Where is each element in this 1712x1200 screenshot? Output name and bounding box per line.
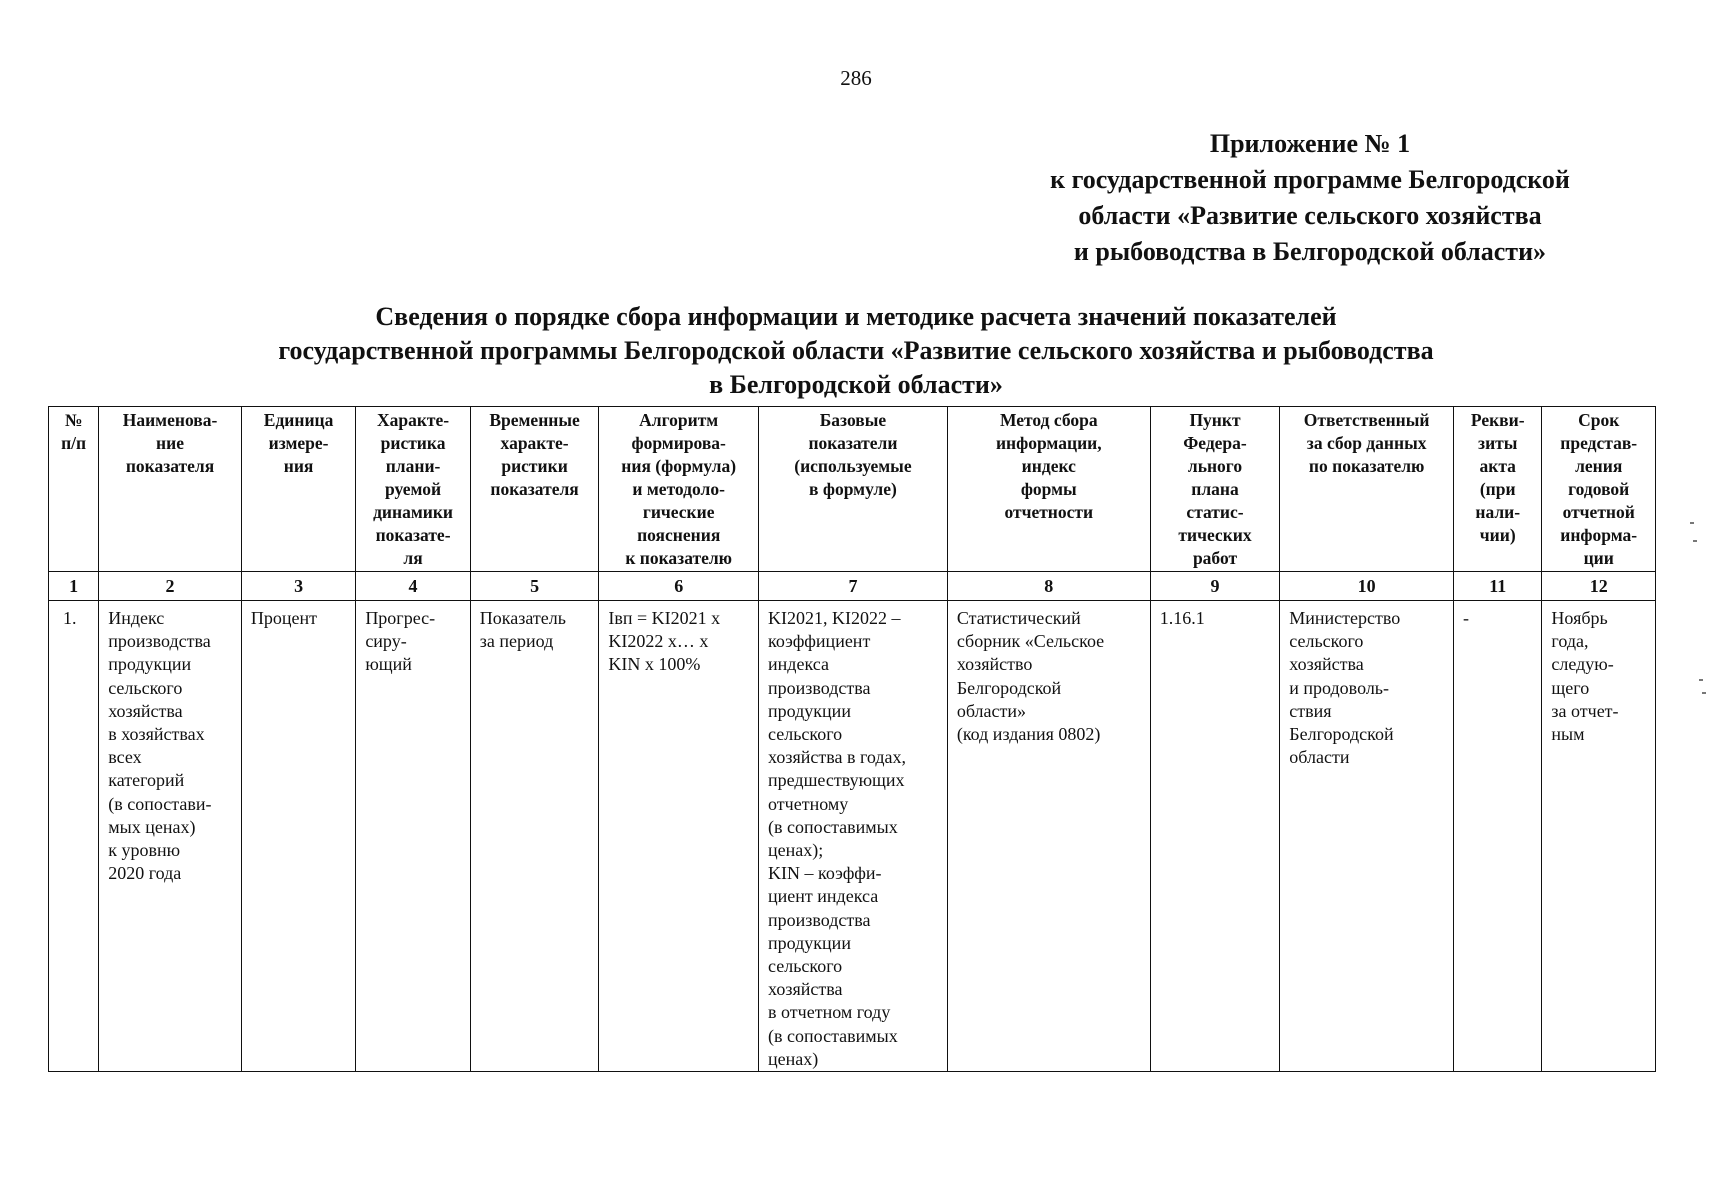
- cell-text-line: сиру-: [365, 631, 407, 652]
- cell-text-line: к уровню: [108, 840, 181, 861]
- cell-text-line: показате-: [375, 525, 451, 545]
- cell-text-line: Характе-: [376, 410, 450, 430]
- table-cell: [99, 601, 242, 1072]
- column-number: 2: [99, 572, 242, 601]
- cell-text-line: циент индекса: [768, 886, 879, 907]
- cell-text-line: ристика: [380, 433, 446, 453]
- cell-text-line: сборник «Сельское: [956, 631, 1105, 652]
- cell-text-line: сельского: [768, 724, 843, 745]
- cell-text-line: Процент: [250, 608, 317, 628]
- cell-text-line: Базовые: [819, 410, 887, 430]
- column-number: 7: [759, 572, 948, 601]
- cell-text-line: гические: [642, 502, 715, 522]
- cell-text-line: производства: [768, 909, 871, 930]
- scan-artifact: [1702, 692, 1706, 694]
- cell-text-line: хозяйство: [956, 654, 1033, 675]
- cell-text-line: Прогрес-: [365, 608, 436, 628]
- column-number: 11: [1454, 572, 1542, 601]
- column-header: [1280, 407, 1454, 572]
- cell-text-line: ценах);: [768, 840, 824, 861]
- cell-text-line: (при: [1479, 479, 1516, 499]
- cell-text-line: производства: [108, 631, 211, 652]
- column-number: 6: [599, 572, 759, 601]
- column-header: [759, 407, 948, 572]
- cell-text-line: коэффициент: [768, 631, 871, 652]
- cell-text-line: ния: [283, 456, 314, 476]
- table-cell: [599, 601, 759, 1072]
- cell-text-line: статис-: [1186, 502, 1244, 522]
- cell-text-line: по показателю: [1308, 456, 1425, 476]
- cell-text-line: производства: [768, 677, 871, 698]
- cell-text-line: и продоволь-: [1289, 677, 1390, 698]
- cell-text-line: (в сопостави-: [108, 793, 212, 814]
- column-header: [1542, 407, 1656, 572]
- column-number: 8: [947, 572, 1150, 601]
- cell-text-line: продукции: [768, 932, 851, 953]
- cell-text-line: динамики: [373, 502, 454, 522]
- table-cell: [49, 601, 99, 1072]
- cell-text-line: предшествующих: [768, 770, 905, 791]
- cell-text-line: Алгоритм: [639, 410, 719, 430]
- column-header: [470, 407, 599, 572]
- cell-text-line: измере-: [268, 433, 329, 453]
- cell-text-line: хозяйства в годах,: [768, 747, 907, 768]
- cell-text-line: мых ценах): [108, 816, 196, 837]
- cell-text-line: руемой: [385, 479, 442, 499]
- cell-text-line: в хозяйствах: [108, 724, 205, 745]
- column-header: [99, 407, 242, 572]
- cell-text-line: (используемые: [794, 456, 912, 476]
- cell-text-line: хозяйства: [108, 700, 183, 721]
- table-cell: [947, 601, 1150, 1072]
- table-cell: [1280, 601, 1454, 1072]
- cell-text-line: следую-: [1551, 654, 1614, 675]
- cell-text-line: Белгородской: [1289, 724, 1394, 745]
- cell-text-line: Iвп = KI2021 x: [608, 608, 721, 628]
- cell-text-line: ля: [403, 548, 423, 568]
- table-cell: [1150, 601, 1280, 1072]
- cell-text-line: KIN – коэффи-: [768, 863, 882, 884]
- cell-text-line: ным: [1551, 724, 1585, 745]
- table-cell: [356, 601, 470, 1072]
- cell-text-line: ления: [1575, 456, 1623, 476]
- cell-text-line: индекса: [768, 654, 829, 675]
- cell-text-line: Срок: [1578, 410, 1620, 430]
- cell-text-line: в отчетном году: [768, 1002, 891, 1023]
- appendix-line: Приложение № 1: [1209, 129, 1411, 158]
- cell-text-line: в формуле): [809, 479, 897, 499]
- column-number: 9: [1150, 572, 1280, 601]
- cell-text-line: за отчет-: [1551, 700, 1619, 721]
- appendix-line: и рыбоводства в Белгородской области»: [1073, 237, 1547, 266]
- cell-text-line: Ответственный: [1303, 410, 1430, 430]
- cell-text-line: Федера-: [1183, 433, 1247, 453]
- cell-text-line: KI2022 x… x: [608, 631, 709, 652]
- cell-text-line: продукции: [108, 654, 192, 675]
- cell-text-line: -: [1463, 608, 1470, 628]
- appendix-line: к государственной программе Белгородской: [1050, 165, 1570, 194]
- cell-text-line: льного: [1187, 456, 1243, 476]
- cell-text-line: за сбор данных: [1306, 433, 1427, 453]
- cell-text-line: 1.16.1: [1159, 608, 1205, 628]
- cell-text-line: области»: [956, 700, 1027, 721]
- cell-text-line: зиты: [1478, 433, 1518, 453]
- cell-text-line: №: [64, 410, 83, 430]
- appendix-line: области «Развитие сельского хозяйства: [1078, 201, 1542, 230]
- column-header: [947, 407, 1150, 572]
- cell-text-line: Показатель: [479, 608, 566, 628]
- cell-text-line: продукции: [768, 700, 851, 721]
- cell-text-line: KI2021, KI2022 –: [768, 608, 901, 628]
- column-number: 4: [356, 572, 470, 601]
- table-cell: [241, 601, 355, 1072]
- cell-text-line: пояснения: [637, 525, 721, 545]
- cell-text-line: плани-: [385, 456, 441, 476]
- cell-text-line: к показателю: [625, 548, 733, 568]
- cell-text-line: и методоло-: [632, 479, 725, 499]
- column-number: 10: [1280, 572, 1454, 601]
- cell-text-line: ристики: [501, 456, 568, 476]
- cell-text-line: Наименова-: [122, 410, 218, 430]
- appendix-note: [990, 126, 1630, 270]
- cell-text-line: годовой: [1568, 479, 1630, 499]
- table-cell: [470, 601, 599, 1072]
- cell-text-line: тических: [1178, 525, 1252, 545]
- cell-text-line: ния (формула): [621, 456, 737, 476]
- cell-text-line: ющий: [365, 654, 412, 675]
- cell-text-line: KIN x 100%: [608, 654, 701, 675]
- table-row: [49, 601, 1656, 1072]
- cell-text-line: информа-: [1560, 525, 1638, 545]
- cell-text-line: всех: [108, 747, 142, 768]
- page-number: 286: [840, 66, 872, 90]
- column-number: 1: [49, 572, 99, 601]
- cell-text-line: Статистический: [956, 608, 1081, 628]
- cell-text-line: плана: [1191, 479, 1239, 499]
- cell-text-line: сельского: [1289, 631, 1364, 652]
- cell-text-line: года,: [1551, 631, 1589, 652]
- column-header: [599, 407, 759, 572]
- column-number: 3: [241, 572, 355, 601]
- cell-text-line: Единица: [263, 410, 334, 430]
- indicator-table: [48, 406, 1656, 1072]
- cell-text-line: (в сопоставимых: [768, 816, 898, 837]
- cell-text-line: показателя: [490, 479, 579, 499]
- cell-text-line: акта: [1479, 456, 1516, 476]
- cell-text-line: формы: [1020, 479, 1077, 499]
- column-number-row: [49, 572, 1656, 601]
- cell-text-line: отчетности: [1004, 502, 1094, 522]
- column-header: [241, 407, 355, 572]
- column-number: 5: [470, 572, 599, 601]
- title-line: Сведения о порядке сбора информации и методике расчета значений показателей: [375, 302, 1337, 331]
- cell-text-line: Министерство: [1289, 608, 1401, 628]
- cell-text-line: индекс: [1021, 456, 1076, 476]
- column-header: [49, 407, 99, 572]
- cell-text-line: работ: [1192, 548, 1238, 568]
- cell-text-line: ние: [156, 433, 184, 453]
- cell-text-line: Пункт: [1189, 410, 1241, 430]
- cell-text-line: хозяйства: [768, 979, 843, 1000]
- table-cell: [1454, 601, 1542, 1072]
- cell-text-line: ценах): [768, 1048, 819, 1069]
- cell-text-line: Белгородской: [956, 677, 1062, 698]
- table-cell: [1542, 601, 1656, 1072]
- cell-text-line: Временные: [489, 410, 580, 430]
- column-header: [356, 407, 470, 572]
- title-line: в Белгородской области»: [709, 370, 1003, 399]
- cell-text-line: характе-: [500, 433, 569, 453]
- column-number: 12: [1542, 572, 1656, 601]
- scan-artifact: [1699, 679, 1703, 681]
- cell-text-line: области: [1289, 747, 1350, 768]
- cell-text-line: Метод сбора: [999, 410, 1098, 430]
- cell-text-line: ции: [1583, 548, 1614, 568]
- table-cell: [759, 601, 948, 1072]
- cell-text-line: сельского: [768, 956, 843, 977]
- cell-text-line: представ-: [1560, 433, 1638, 453]
- cell-text-line: п/п: [61, 433, 87, 453]
- cell-text-line: информации,: [995, 433, 1102, 453]
- cell-text-line: 1.: [63, 608, 77, 628]
- cell-text-line: сельского: [108, 677, 183, 698]
- cell-text-line: нали-: [1475, 502, 1521, 522]
- cell-text-line: (в сопоставимых: [768, 1025, 898, 1046]
- cell-text-line: Индекс: [108, 608, 165, 628]
- cell-text-line: Ноябрь: [1551, 608, 1608, 628]
- cell-text-line: ствия: [1289, 700, 1332, 721]
- column-header: [1454, 407, 1542, 572]
- scan-artifact: [1690, 522, 1694, 524]
- cell-text-line: 2020 года: [108, 863, 182, 884]
- cell-text-line: хозяйства: [1289, 654, 1364, 675]
- scan-artifact: [1693, 540, 1697, 542]
- cell-text-line: за период: [479, 631, 554, 652]
- cell-text-line: чии): [1479, 525, 1516, 545]
- cell-text-line: отчетной: [1562, 502, 1635, 522]
- document-title: [120, 300, 1592, 402]
- cell-text-line: показатели: [808, 433, 898, 453]
- cell-text-line: (код издания 0802): [956, 724, 1101, 745]
- title-line: государственной программы Белгородской области «Развитие сельского хозяйства и рыбоводства: [278, 336, 1434, 365]
- table-header-row: [49, 407, 1656, 572]
- cell-text-line: щего: [1551, 677, 1590, 698]
- cell-text-line: категорий: [108, 770, 185, 791]
- column-header: [1150, 407, 1280, 572]
- cell-text-line: Рекви-: [1470, 410, 1525, 430]
- cell-text-line: отчетному: [768, 793, 849, 814]
- cell-text-line: формирова-: [631, 433, 726, 453]
- cell-text-line: показателя: [125, 456, 215, 476]
